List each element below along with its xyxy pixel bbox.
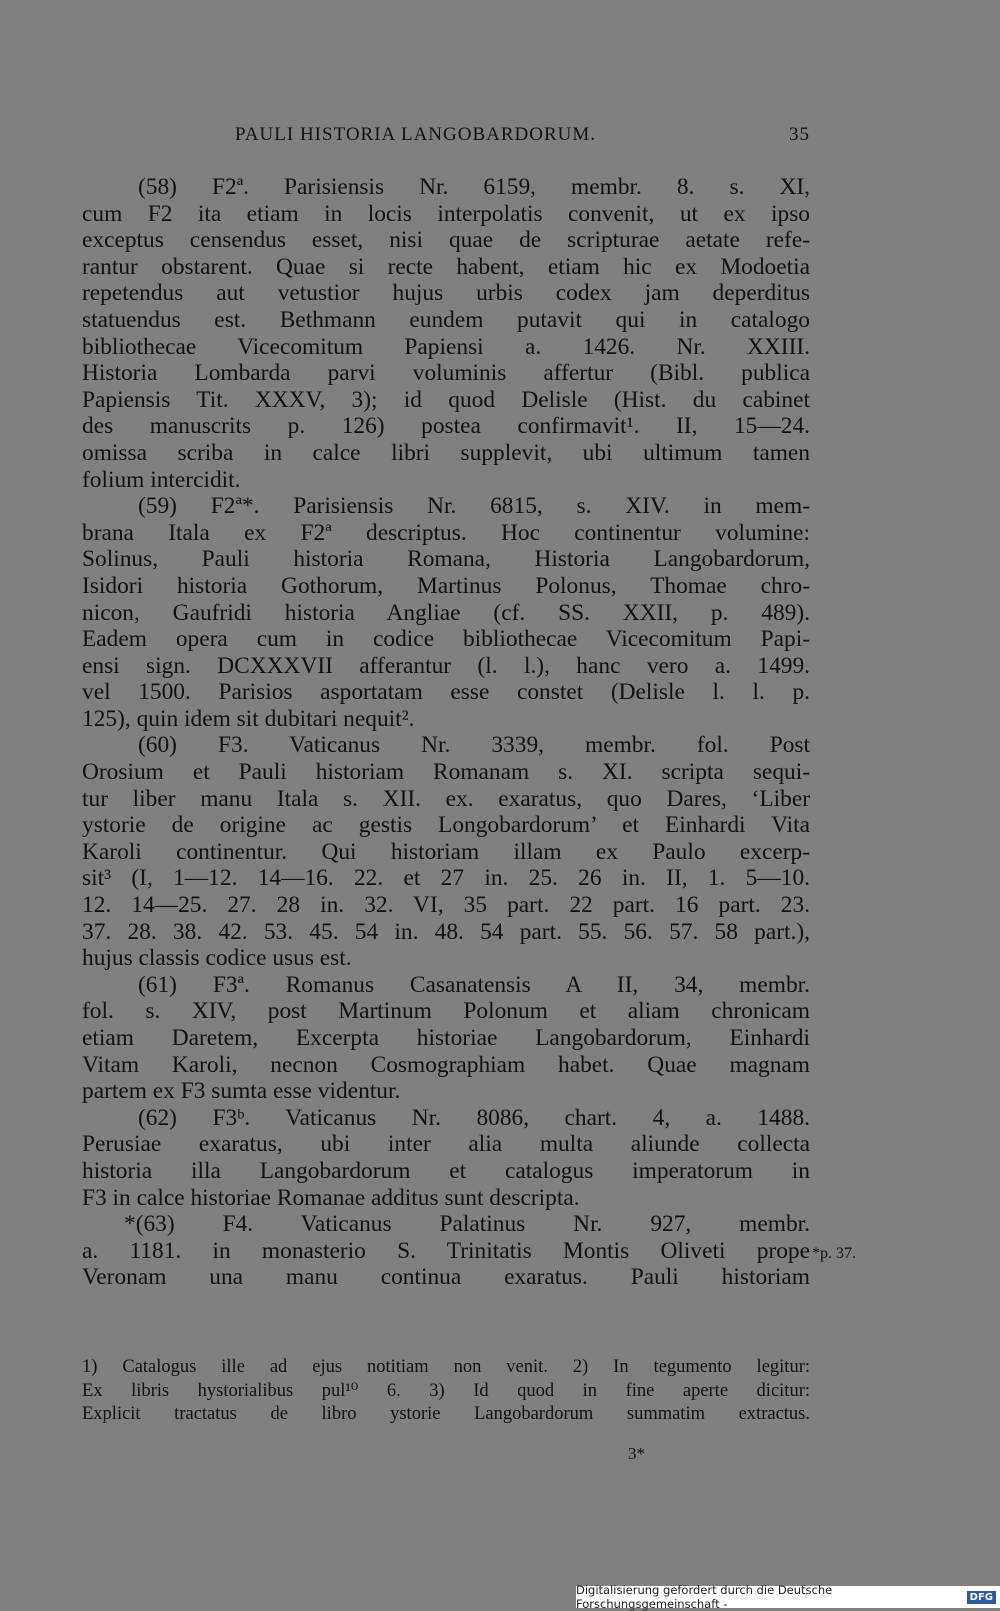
text-line: omissa scriba in calce libri supplevit, ubi ultimum tamen (82, 439, 810, 466)
margin-page-reference: *p. 37. (812, 1245, 856, 1262)
text-line: bibliothecae Vicecomitum Papiensi a. 1426. Nr. XXIII. (82, 333, 810, 360)
text-line: brana Itala ex F2ª descriptus. Hoc continentur volumine: (82, 519, 810, 546)
footer-text: Digitalisierung gefördert durch die Deutsche Forschungsgemeinschaft - (576, 1583, 833, 1611)
text-line: des manuscrits p. 126) postea confirmavit¹. II, 15—24. (82, 413, 810, 440)
text-line: fol. s. XIV, post Martinum Polonum et aliam chronicam (82, 998, 810, 1025)
text-line: vel 1500. Parisios asportatam esse constet (Delisle l. l. p. (82, 679, 810, 706)
dfg-logo-icon: DFG (967, 1591, 996, 1604)
digitization-footer (576, 1583, 1000, 1611)
text-line: *(63) F4. Vaticanus Palatinus Nr. 927, membr. (124, 1211, 810, 1238)
text-line: (60) F3. Vaticanus Nr. 3339, membr. fol. Post (138, 732, 810, 759)
text-line: 37. 28. 38. 42. 53. 45. 54 in. 48. 54 part. 55. 56. 57. 58 part.), (82, 918, 810, 945)
text-line: repetendus aut vetustior hujus urbis codex jam deperditus (82, 280, 810, 307)
text-line: Veronam una manu continua exaratus. Pauli historiam (82, 1264, 810, 1291)
text-line: 12. 14—25. 27. 28 in. 32. VI, 35 part. 22 part. 16 part. 23. (82, 892, 810, 919)
text-line: F3 in calce historiae Romanae additus sunt descripta. (82, 1184, 580, 1211)
text-line: Vitam Karoli, necnon Cosmographiam habet. Quae magnam (82, 1051, 810, 1078)
footnote-line: Explicit tractatus de libro ystorie Langobardorum summatim extractus. (82, 1404, 810, 1424)
text-line: Perusiae exaratus, ubi inter alia multa aliunde collecta (82, 1131, 810, 1158)
page-number: 35 (789, 124, 810, 145)
text-line: (62) F3ᵇ. Vaticanus Nr. 8086, chart. 4, a. 1488. (138, 1104, 810, 1131)
text-line: ensi sign. DCXXXVII afferantur (l. l.), hanc vero a. 1499. (82, 652, 810, 679)
footnotes (82, 1356, 810, 1427)
text-line: etiam Daretem, Excerpta historiae Langobardorum, Einhardi (82, 1025, 810, 1051)
text-line: folium intercidit. (82, 466, 241, 493)
text-line: Eadem opera cum in codice bibliothecae Vicecomitum Papi- (82, 626, 810, 653)
text-line: (58) F2ª. Parisiensis Nr. 6159, membr. 8. s. XI, (138, 174, 810, 200)
text-line: (59) F2ª*. Parisiensis Nr. 6815, s. XIV. in mem- (138, 493, 810, 520)
text-line: statuendus est. Bethmann eundem putavit qui in catalogo (82, 306, 810, 333)
text-line: ystorie de origine ac gestis Longobardorum’ et Einhardi Vita (82, 812, 810, 839)
text-line: tur liber manu Itala s. XII. ex. exaratus, quo Dares, ‘Liber (82, 785, 810, 812)
text-line: nicon, Gaufridi historia Angliae (cf. SS. XXII, p. 489). (82, 599, 810, 626)
text-line: hujus classis codice usus est. (82, 945, 352, 972)
signature-mark: 3* (628, 1444, 645, 1463)
text-line: Historia Lombarda parvi voluminis affertur (Bibl. publica (82, 360, 810, 387)
text-line: partem ex F3 sumta esse videntur. (82, 1078, 401, 1105)
text-line: sit³ (I, 1—12. 14—16. 22. et 27 in. 25. 26 in. II, 1. 5—10. (82, 865, 810, 892)
text-line: Isidori historia Gothorum, Martinus Polonus, Thomae chro- (82, 572, 810, 599)
text-line: Orosium et Pauli historiam Romanam s. XI. scripta sequi- (82, 759, 810, 786)
footnote-line: Ex libris hystorialibus pul¹⁰ 6. 3) Id quod in fine aperte dicitur: (82, 1380, 810, 1401)
main-text (82, 174, 810, 1291)
header-title: PAULI HISTORIA LANGOBARDORUM. (235, 124, 597, 145)
text-line: cum F2 ita etiam in locis interpolatis convenit, ut ex ipso (82, 200, 810, 227)
footnote-line: 1) Catalogus ille ad ejus notitiam non venit. 2) In tegumento legitur: (82, 1357, 810, 1377)
text-line: a. 1181. in monasterio S. Trinitatis Montis Oliveti prope (82, 1237, 810, 1264)
text-line: exceptus censendus esset, nisi quae de scripturae aetate refe- (82, 227, 810, 254)
text-line: rantur obstarent. Quae si recte habent, etiam hic ex Modoetia (82, 253, 810, 280)
text-line: (61) F3ª. Romanus Casanatensis A II, 34, membr. (138, 971, 810, 998)
text-line: historia illa Langobardorum et catalogus imperatorum in (82, 1157, 810, 1184)
running-header (80, 118, 810, 152)
text-line: 125), quin idem sit dubitari nequit². (82, 705, 415, 732)
text-line: Solinus, Pauli historia Romana, Historia Langobardorum, (82, 546, 810, 573)
text-line: Papiensis Tit. XXXV, 3); id quod Delisle (Hist. du cabinet (82, 386, 810, 413)
text-line: Karoli continentur. Qui historiam illam ex Paulo excerp- (82, 838, 810, 865)
